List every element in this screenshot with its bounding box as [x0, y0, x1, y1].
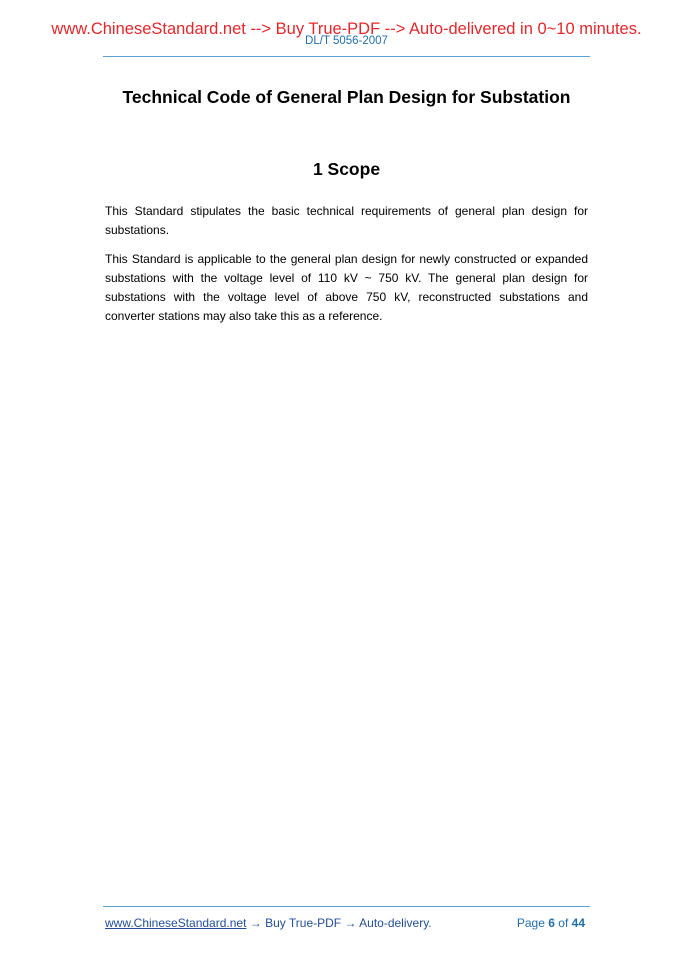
- footer-promo: [105, 915, 432, 931]
- promo-banner[interactable]: www.ChineseStandard.net --> Buy True-PDF --> Auto-delivered in 0~10 minutes.: [51, 20, 642, 38]
- page-current: 6: [548, 916, 555, 930]
- section-heading: 1 Scope: [312, 159, 381, 179]
- page-label: Page: [516, 916, 545, 930]
- paragraph: This Standard is applicable to the general plan design for newly constructed or expanded substations with the voltage level of 110 kV ~ 750 kV. The general plan design for substations with the voltage level of above 750 kV, reconstructed substations and converter stations may also take this as a reference.: [105, 252, 588, 323]
- footer-divider: [103, 906, 590, 907]
- arrow-icon: →: [344, 916, 357, 930]
- footer-delivery-text: Auto-delivery.: [359, 916, 432, 930]
- header-divider: [103, 56, 590, 57]
- page-total: 44: [571, 916, 585, 930]
- section-body: [105, 202, 588, 336]
- document-code: DL/T 5056-2007: [305, 35, 388, 47]
- paragraph: This Standard stipulates the basic technical requirements of general plan design for substations.: [105, 204, 588, 237]
- page-indicator: [500, 915, 585, 931]
- arrow-icon: →: [249, 916, 262, 930]
- footer-buy-text: Buy True-PDF: [265, 916, 342, 930]
- document-title: Technical Code of General Plan Design for Substation: [122, 87, 571, 107]
- footer-site-link[interactable]: www.ChineseStandard.net: [105, 916, 247, 930]
- page-of-label: of: [558, 916, 569, 930]
